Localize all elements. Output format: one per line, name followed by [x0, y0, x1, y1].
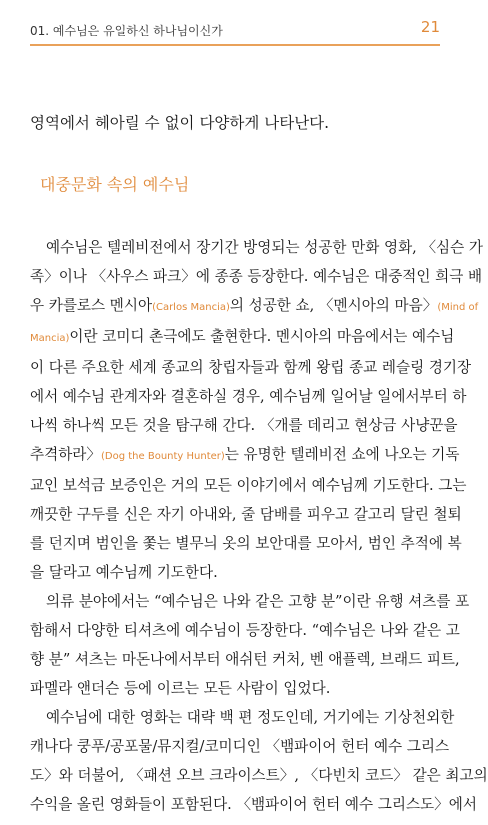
- text-line: [30, 761, 488, 790]
- text-run: 의류 분야에서는 “예수님은 나와 같은 고향 분”이란 유행 셔츠를 포: [46, 593, 470, 610]
- text-line: [30, 645, 460, 674]
- text-run: 예수님은 텔레비전에서 장기간 방영되는 성공한 만화 영화, 〈심슨 가: [46, 239, 483, 256]
- text-run: 수익을 올린 영화들이 포함된다. 〈뱀파이어 헌터 예수 그리스도〉에서: [30, 796, 477, 813]
- text-line: [30, 674, 440, 703]
- body-text: [30, 233, 488, 819]
- text-run: 예수님에 대한 영화는 대략 백 편 정도인데, 거기에는 기상천외한: [46, 709, 455, 726]
- section-heading: 대중문화 속의 예수님: [40, 175, 190, 194]
- text-run: 을 달라고 예수님께 기도한다.: [30, 564, 218, 581]
- text-line: [30, 703, 455, 732]
- text-line: [30, 262, 483, 291]
- page-header: [30, 18, 440, 46]
- text-run: 우 카를로스 멘시아: [30, 297, 153, 314]
- text-line: [30, 616, 460, 645]
- paragraph: [30, 703, 488, 819]
- text-line: [30, 411, 458, 440]
- text-line: [30, 440, 460, 471]
- page-body: [30, 112, 488, 819]
- text-run: 파멜라 앤더슨 등에 이르는 모든 사람이 입었다.: [30, 680, 331, 697]
- text-run: 를 던지며 범인을 쫓는 별무늬 옷의 보안대를 모아서, 범인 추적에 복: [30, 535, 462, 552]
- text-run: 향 분” 셔츠는 마돈나에서부터 애쉬턴 커처, 벤 애플렉, 브래드 피트,: [30, 651, 460, 668]
- text-run: 족〉이나 〈사우스 파크〉에 종종 등장한다. 예수님은 대중적인 희극 배: [30, 268, 483, 285]
- text-run: 나씩 하나씩 모든 것을 탐구해 간다. 〈개를 데리고 현상금 사냥꾼을: [30, 417, 458, 434]
- text-line: [30, 471, 467, 500]
- text-line: [30, 732, 450, 761]
- text-line: [30, 233, 483, 262]
- text-run: 이란 코미디 촌극에도 출현한다. 멘시아의 마음에서는 예수님: [69, 328, 455, 345]
- page-number: 21: [420, 18, 440, 36]
- running-head: 01. 예수님은 유일하신 하나님이신가: [30, 24, 223, 38]
- text-run: 깨끗한 구두를 신은 자기 아내와, 줄 담배를 피우고 갈고리 달린 철퇴: [30, 506, 462, 523]
- english-gloss: (Dog the Bounty Hunter): [101, 451, 225, 462]
- text-line: [30, 322, 455, 353]
- text-run: 캐나다 쿵푸/공포물/뮤지컬/코미디인 〈뱀파이어 헌터 예수 그리스: [30, 738, 450, 755]
- text-line: [30, 353, 472, 382]
- text-line: [30, 382, 467, 411]
- paragraph: [30, 587, 470, 703]
- paragraph: [30, 233, 483, 587]
- text-line: [30, 529, 462, 558]
- text-run: 에서 예수님 관계자와 결혼하실 경우, 예수님께 일어날 일에서부터 하: [30, 388, 467, 405]
- text-line: [30, 790, 477, 819]
- text-line: [30, 500, 462, 529]
- continued-sentence: 영역에서 헤아릴 수 없이 다양하게 나타난다.: [30, 114, 330, 132]
- text-line: [30, 558, 440, 587]
- text-line: [30, 291, 479, 322]
- text-line: [30, 587, 470, 616]
- text-run: 도〉와 더불어, 〈패션 오브 크라이스트〉, 〈다빈치 코드〉 같은 최고의: [30, 767, 488, 784]
- english-gloss: (Mind of: [437, 302, 479, 313]
- english-gloss: Mancia): [30, 333, 70, 344]
- english-gloss: (Carlos Mancia): [152, 302, 230, 313]
- text-run: 는 유명한 텔레비전 쇼에 나오는 기독: [224, 446, 460, 463]
- text-run: 추격하라〉: [30, 446, 101, 463]
- text-run: 의 성공한 쇼, 〈멘시아의 마음〉: [229, 297, 438, 314]
- text-run: 함해서 다양한 티셔츠에 예수님이 등장한다. “예수님은 나와 같은 고: [30, 622, 460, 639]
- text-run: 교인 보석금 보증인은 거의 모든 이야기에서 예수님께 기도한다. 그는: [30, 477, 467, 494]
- text-run: 이 다른 주요한 세계 종교의 창립자들과 함께 왕립 종교 레슬링 경기장: [30, 359, 472, 376]
